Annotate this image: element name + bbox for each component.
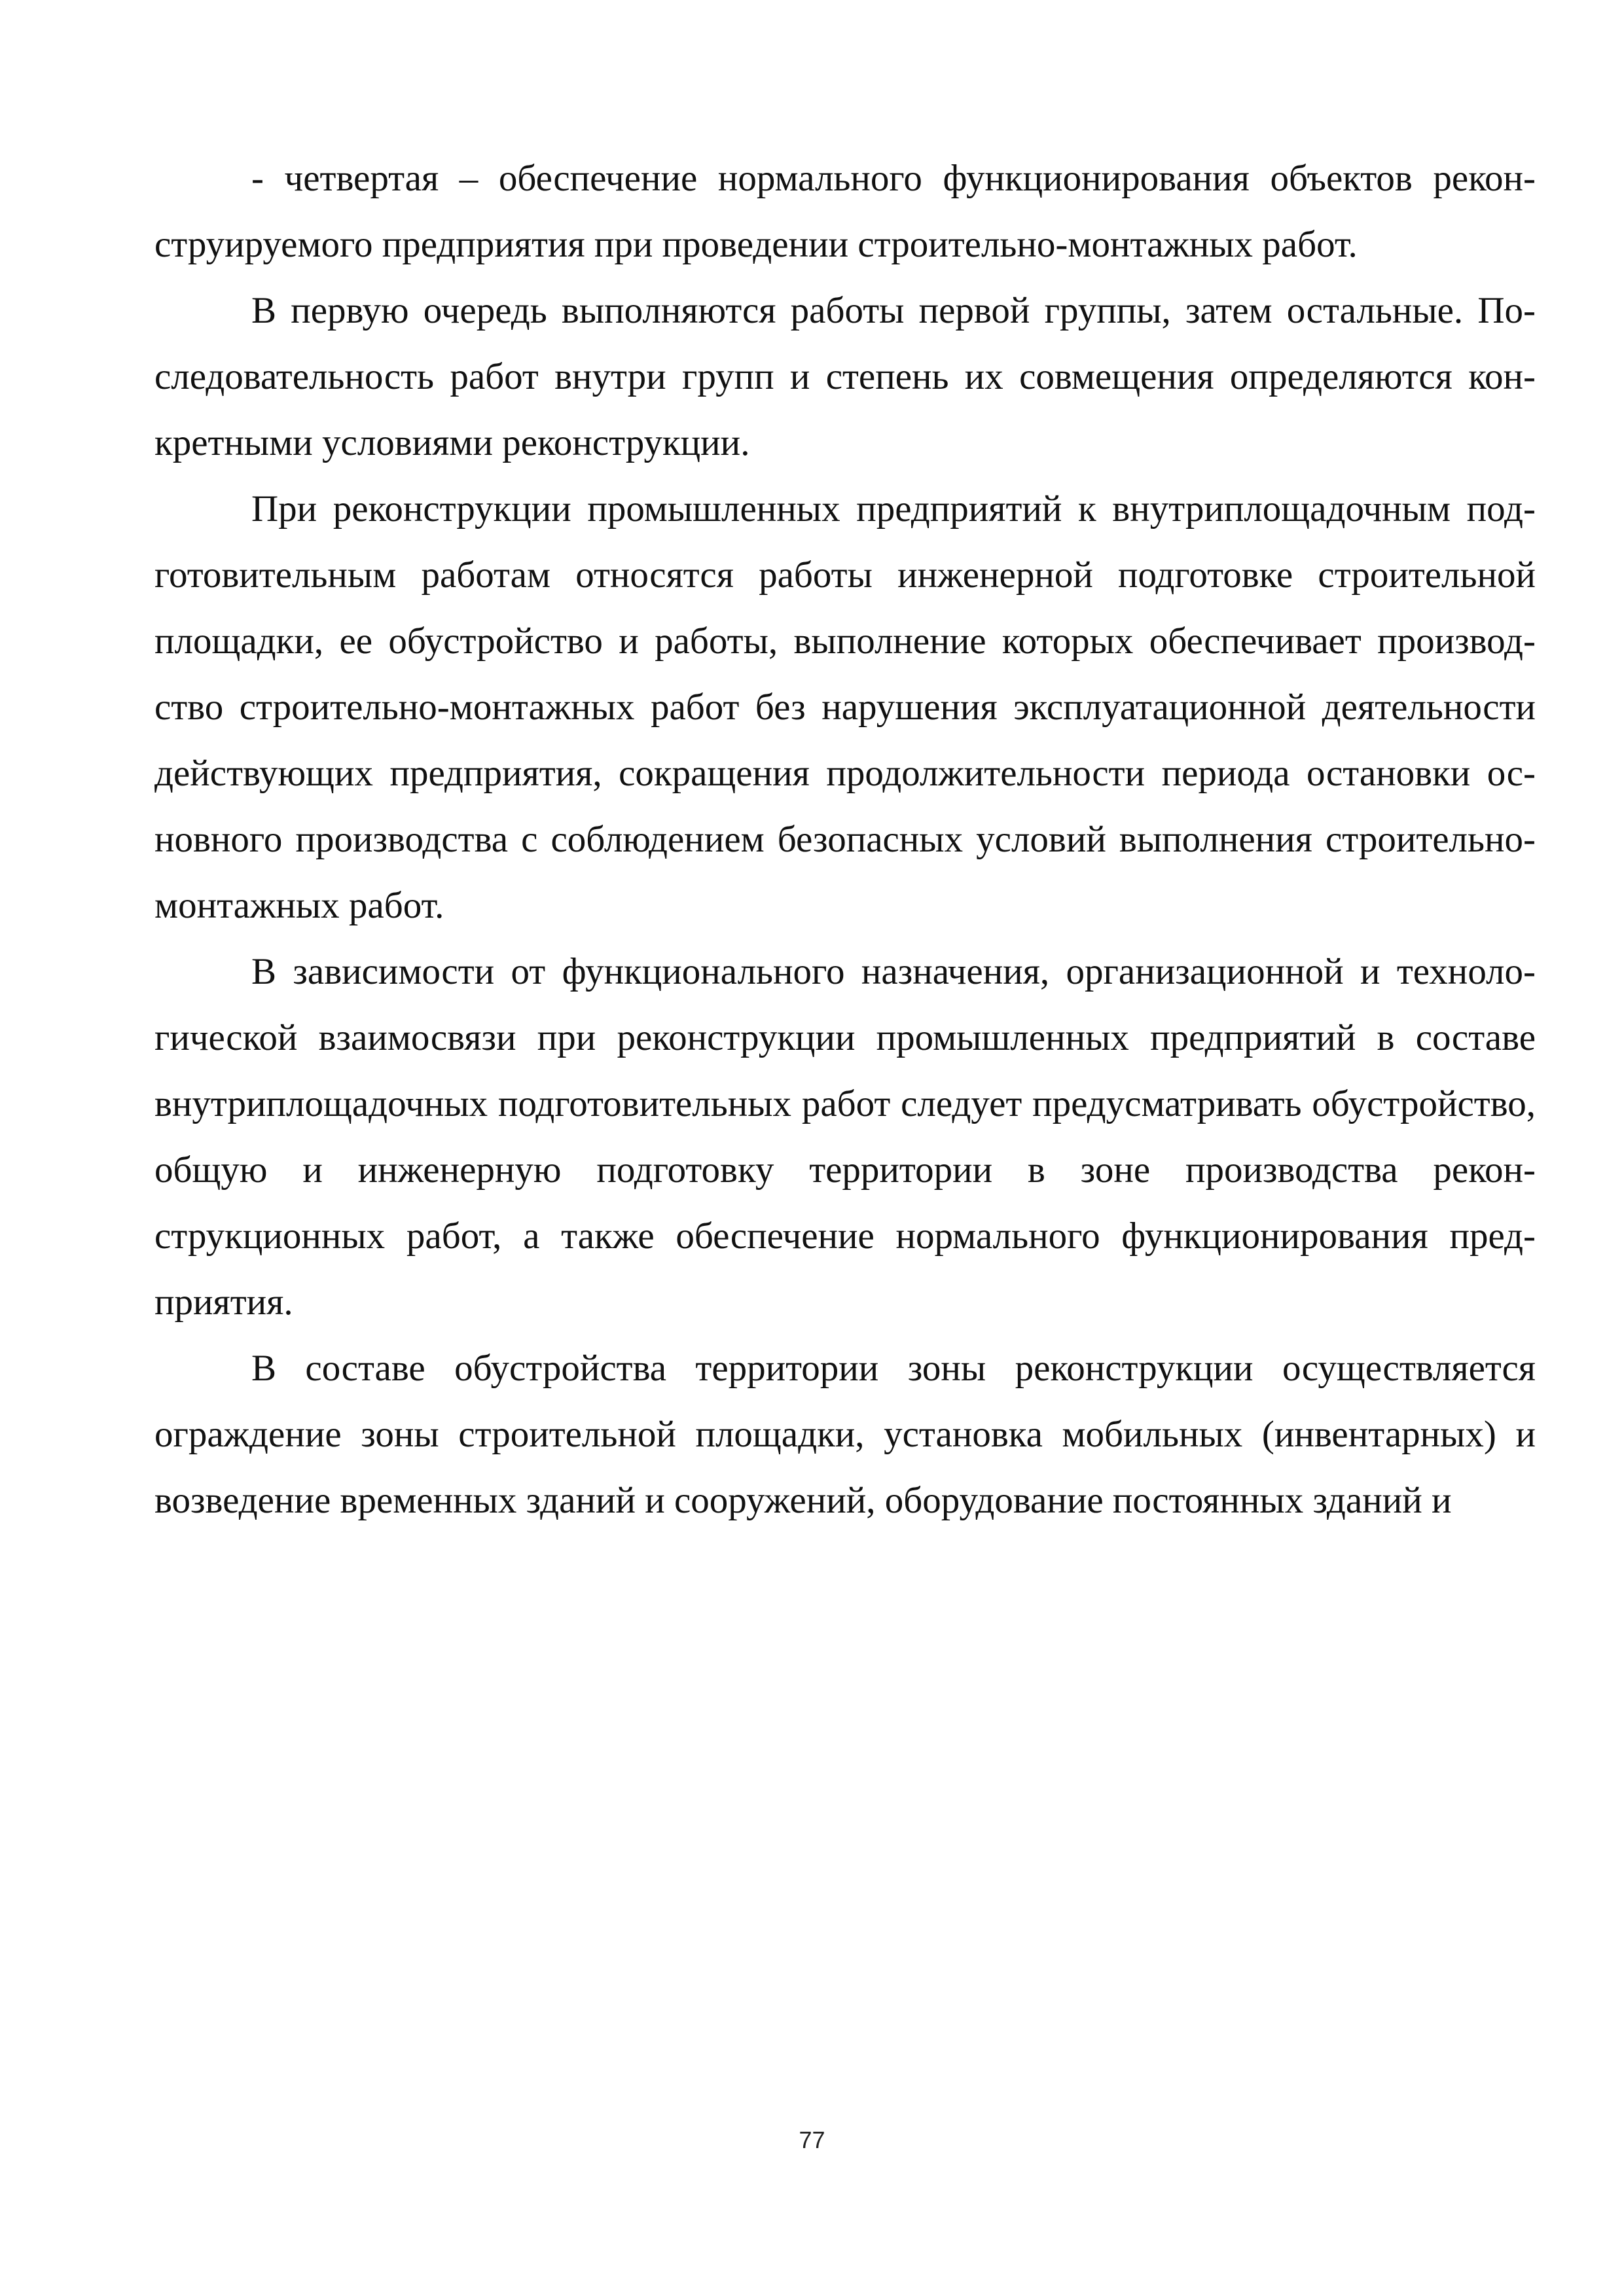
- paragraph-2: В первую очередь выполняются работы первой группы, затем остальные. Последовательность работ внутри групп и степень их совмещения определяются конкретными условиями реконструкции.: [154, 290, 1536, 463]
- page-number: 77: [799, 2126, 825, 2153]
- body-text: [154, 145, 1536, 1534]
- paragraph-1: - четвертая – обеспечение нормального функционирования объектов реконструируемого предприятия при проведении строительно-монтажных работ.: [154, 158, 1536, 265]
- paragraph-3: При реконструкции промышленных предприятий к внутриплощадочным подготовительным работам относятся работы инженерной подготовке строительной площадки, ее обустройство и работы, выполнение которых обеспечивает производство строительно-монтажных работ без нарушения эксплуатационной деятельности действующих предприятия, сокращения продолжительности периода остановки основного производства с соблюдением безопасных условий выполнения строительно-монтажных работ.: [154, 488, 1536, 926]
- paragraph-5: В составе обустройства территории зоны реконструкции осуществляется ограждение зоны строительной площадки, установка мобильных (инвентарных) и возведение временных зданий и сооружений, оборудование постоянных зданий и: [154, 1348, 1536, 1521]
- paragraph-4: В зависимости от функционального назначения, организационной и технологической взаимосвязи при реконструкции промышленных предприятий в составе внутриплощадочных подготовительных работ следует предусматривать обустройство, общую и инженерную подготовку территории в зоне производства реконструкционных работ, а также обеспечение нормального функционирования предприятия.: [154, 951, 1536, 1323]
